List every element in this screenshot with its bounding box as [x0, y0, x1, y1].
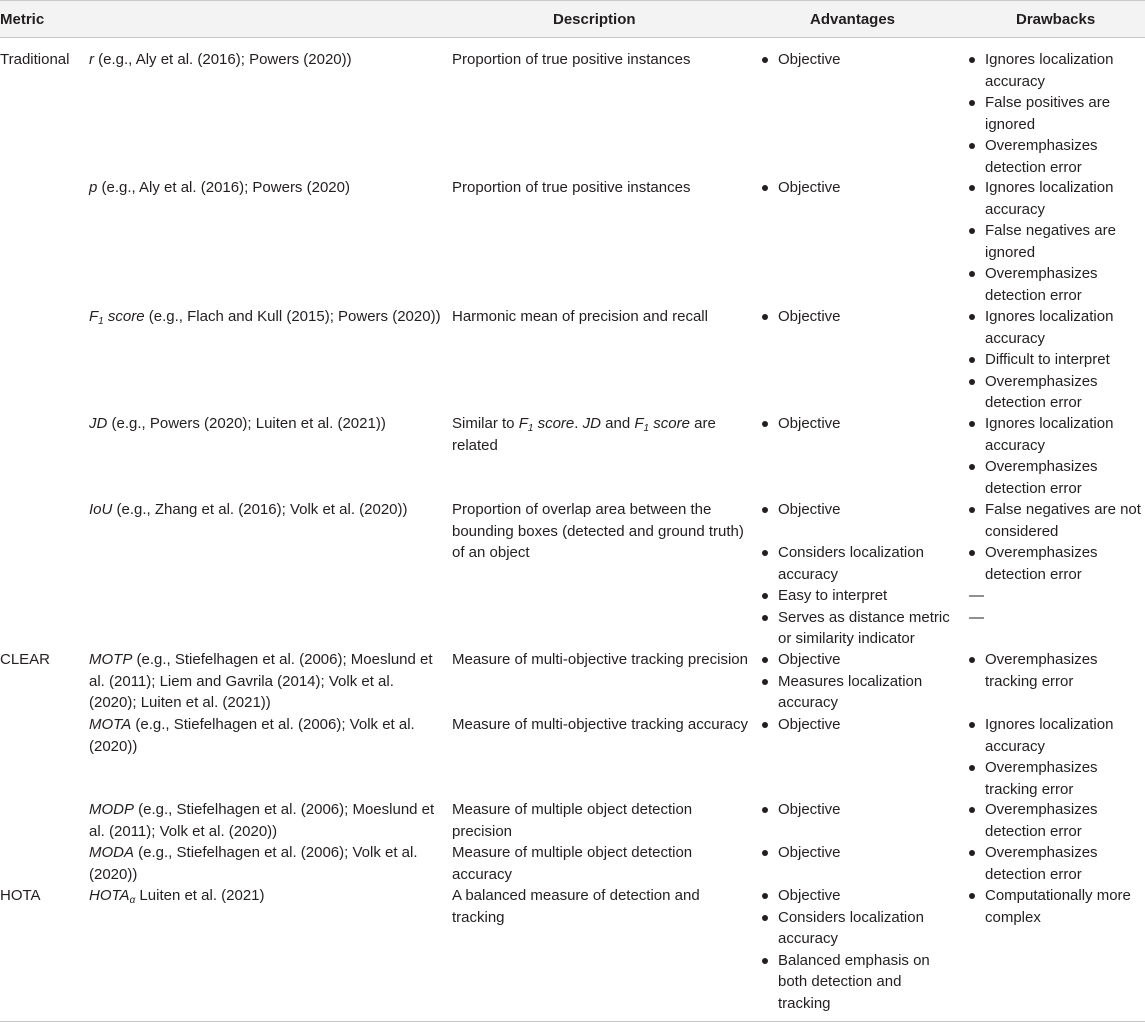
advantages-cell [762, 842, 952, 864]
metric-name: MODA [89, 844, 134, 861]
drawback-item: Ignores localization accuracy [969, 177, 1145, 220]
advantage-item: Measures localization accuracy [762, 671, 952, 714]
desc-term [634, 415, 690, 432]
desc-part: score [533, 415, 575, 432]
metric-cell [89, 885, 443, 907]
drawbacks-cell [969, 885, 1145, 928]
drawbacks-cell [969, 306, 1145, 414]
header-description: Description [553, 11, 636, 28]
drawbacks-cell [969, 649, 1145, 692]
drawback-item: False negatives are ignored [969, 220, 1145, 263]
description-cell: A balanced measure of detection and tracking [452, 887, 700, 926]
header-metric: Metric [0, 11, 45, 28]
metric-cell [89, 842, 443, 885]
metric-name-part: score [103, 308, 145, 325]
advantages-cell [762, 49, 952, 71]
drawback-item: Overemphasizes detection error [969, 135, 1145, 178]
metric-name-part: HOTA [89, 887, 130, 904]
description-cell: Measure of multiple object detection precision [452, 801, 693, 840]
description-cell: Proportion of overlap area between the bounding boxes (detected and ground truth) of an object [452, 501, 744, 561]
advantages-cell [762, 413, 952, 435]
drawbacks-cell [969, 413, 1145, 499]
metric-cell [89, 306, 443, 328]
metric-refs: (e.g., Stiefelhagen et al. (2006); Moeslund et al. (2011); Liem and Gavrila (2014); Volk et al. (2020); Luiten et al. (2021)) [89, 651, 433, 711]
drawbacks-cell [969, 842, 1145, 885]
drawbacks-cell [969, 49, 1145, 178]
desc-term: JD [582, 415, 601, 432]
metric-cell [89, 499, 443, 521]
advantages-cell [762, 799, 952, 821]
advantage-item: Objective [762, 714, 952, 736]
desc-subscript: 1 [527, 423, 534, 434]
drawback-item: Computationally more complex [969, 885, 1145, 928]
advantage-item: Objective [762, 799, 952, 821]
desc-part: Similar to [452, 415, 519, 432]
drawback-item: Overemphasizes tracking error [969, 649, 1145, 692]
advantage-item: Objective [762, 499, 952, 521]
desc-subscript: 1 [643, 423, 650, 434]
drawback-item: Overemphasizes detection error [969, 371, 1145, 414]
metric-refs: (e.g., Aly et al. (2016); Powers (2020) [97, 179, 350, 196]
group-label-clear: CLEAR [0, 651, 51, 668]
metric-refs: (e.g., Flach and Kull (2015); Powers (2020)) [144, 308, 441, 325]
metric-name: JD [89, 415, 108, 432]
drawback-item: Overemphasizes detection error [969, 842, 1145, 885]
drawback-item: False negatives are not considered [969, 499, 1145, 542]
metric-name: IoU [89, 501, 113, 518]
advantages-cell [762, 499, 952, 650]
advantage-item: Considers localization accuracy [762, 542, 952, 585]
metric-refs: (e.g., Aly et al. (2016); Powers (2020)) [94, 51, 352, 68]
advantages-cell [762, 714, 952, 736]
description-cell: Measure of multi-objective tracking precision [452, 651, 748, 668]
metric-name [89, 887, 135, 904]
advantage-item: Objective [762, 885, 952, 907]
metric-refs: (e.g., Stiefelhagen et al. (2006); Volk et al. (2020)) [89, 844, 418, 883]
drawbacks-cell [969, 799, 1145, 842]
metric-subscript: α [129, 895, 136, 906]
description-cell: Proportion of true positive instances [452, 179, 691, 196]
metric-refs: (e.g., Powers (2020); Luiten et al. (2021)) [107, 415, 386, 432]
drawback-item: Overemphasizes tracking error [969, 757, 1145, 800]
metric-cell [89, 649, 443, 714]
drawback-item: Ignores localization accuracy [969, 49, 1145, 92]
desc-term [519, 415, 575, 432]
metric-cell [89, 413, 443, 435]
metric-refs: (e.g., Zhang et al. (2016); Volk et al. (2020)) [112, 501, 408, 518]
description-cell [452, 413, 752, 456]
drawback-item: Ignores localization accuracy [969, 714, 1145, 757]
metric-name: r [89, 51, 94, 68]
description-cell: Proportion of true positive instances [452, 51, 691, 68]
header-drawbacks: Drawbacks [1016, 11, 1096, 28]
description-cell: Measure of multiple object detection accuracy [452, 844, 693, 883]
desc-part: . [574, 415, 583, 432]
metric-name: MODP [89, 801, 134, 818]
header-advantages: Advantages [810, 11, 896, 28]
description-cell: Measure of multi-objective tracking accuracy [452, 716, 748, 733]
drawback-item: Overemphasizes detection error [969, 263, 1145, 306]
metric-refs: Luiten et al. (2021) [135, 887, 265, 904]
advantage-item: Objective [762, 49, 952, 71]
advantage-item: Balanced emphasis on both detection and tracking [762, 950, 952, 1015]
group-label-hota: HOTA [0, 887, 41, 904]
drawback-item: Overemphasizes detection error [969, 542, 1145, 585]
drawbacks-cell [969, 499, 1145, 628]
advantages-cell [762, 306, 952, 328]
desc-part: score [649, 415, 690, 432]
drawback-item: Difficult to interpret [969, 349, 1145, 371]
metric-refs: (e.g., Stiefelhagen et al. (2006); Moeslund et al. (2011); Volk et al. (2020)) [89, 801, 435, 840]
advantages-cell [762, 177, 952, 199]
advantage-item: Objective [762, 413, 952, 435]
description-cell: Harmonic mean of precision and recall [452, 308, 708, 325]
drawback-dash: — [969, 587, 984, 604]
metric-cell [89, 49, 443, 71]
advantage-item: Considers localization accuracy [762, 907, 952, 950]
metric-refs: (e.g., Stiefelhagen et al. (2006); Volk et al. (2020)) [89, 716, 415, 755]
drawback-dash: — [969, 608, 984, 626]
advantage-item: Serves as distance metric or similarity indicator [762, 607, 952, 650]
metric-name: MOTA [89, 716, 132, 733]
table-header [0, 0, 1145, 38]
desc-part: F [518, 415, 528, 432]
drawbacks-cell [969, 714, 1145, 800]
desc-part: are related [452, 415, 716, 454]
table-bottom-rule [0, 1021, 1145, 1022]
metric-name [89, 308, 145, 325]
advantage-item: Easy to interpret [762, 585, 952, 607]
drawback-item: False positives are ignored [969, 92, 1145, 135]
drawback-item: Overemphasizes detection error [969, 799, 1145, 842]
advantages-cell [762, 649, 952, 714]
metric-name: MOTP [89, 651, 133, 668]
metric-cell [89, 177, 443, 199]
advantages-cell [762, 885, 952, 1014]
drawback-item: Overemphasizes detection error [969, 456, 1145, 499]
metric-cell [89, 714, 443, 757]
advantage-item: Objective [762, 842, 952, 864]
advantage-item: Objective [762, 306, 952, 328]
desc-part: F [634, 415, 644, 432]
metric-name-part: F [89, 308, 99, 325]
metric-cell [89, 799, 443, 842]
advantage-item: Objective [762, 649, 952, 671]
advantage-item: Objective [762, 177, 952, 199]
metric-subscript: 1 [98, 316, 104, 327]
drawbacks-cell [969, 177, 1145, 306]
drawback-item: Ignores localization accuracy [969, 413, 1145, 456]
group-label-traditional: Traditional [0, 51, 70, 68]
drawback-item: Ignores localization accuracy [969, 306, 1145, 349]
desc-part: and [600, 415, 635, 432]
metric-name: p [89, 179, 98, 196]
